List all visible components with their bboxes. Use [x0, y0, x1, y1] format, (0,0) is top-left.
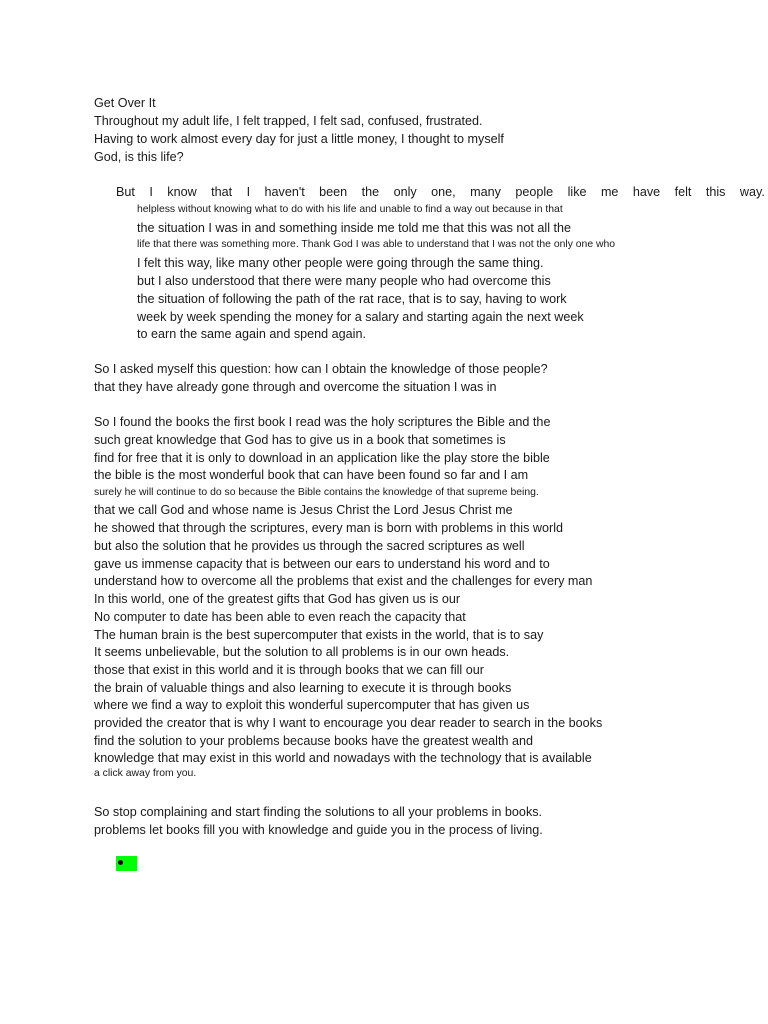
word: But — [116, 185, 135, 199]
word: me — [600, 185, 619, 199]
intro-line: Throughout my adult life, I felt trapped, I felt sad, confused, frustrated. — [94, 114, 483, 128]
books-line: that we call God and whose name is Jesus Christ the Lord Jesus Christ me — [94, 503, 513, 517]
question-line: So I asked myself this question: how can I obtain the knowledge of those people? — [94, 362, 548, 376]
word: I — [246, 185, 251, 199]
indented-line: to earn the same again and spend again. — [137, 327, 366, 341]
highlighted-bullet — [116, 856, 137, 871]
books-line: where we find a way to exploit this wonderful supercomputer that has given us — [94, 698, 530, 712]
document-title: Get Over It — [94, 96, 156, 110]
word: have — [632, 185, 661, 199]
books-line: the brain of valuable things and also learning to execute it is through books — [94, 681, 512, 695]
books-line: but also the solution that he provides us through the sacred scriptures as well — [94, 539, 525, 553]
intro-line: Having to work almost every day for just a little money, I thought to myself — [94, 132, 504, 146]
word: this — [705, 185, 726, 199]
books-line: find for free that it is only to download in an application like the play store the bible — [94, 451, 550, 465]
books-line: the bible is the most wonderful book that can have been found so far and I am — [94, 468, 529, 482]
indented-line: life that there was something more. Thank God I was able to understand that I was not the only one who — [137, 239, 616, 250]
indented-line: helpless without knowing what to do with his life and unable to find a way out because in that — [137, 204, 563, 215]
books-line: So I found the books the first book I read was the holy scriptures the Bible and the — [94, 415, 551, 429]
indented-line: the situation I was in and something inside me told me that this was not all the — [137, 221, 572, 235]
books-line: It seems unbelievable, but the solution to all problems is in our own heads. — [94, 645, 510, 659]
books-line: understand how to overcome all the problems that exist and the challenges for every man — [94, 574, 593, 588]
question-line: that they have already gone through and overcome the situation I was in — [94, 380, 497, 394]
indented-line: the situation of following the path of the rat race, that is to say, having to work — [137, 292, 567, 306]
books-line: such great knowledge that God has to give us in a book that sometimes is — [94, 433, 506, 447]
word: that — [211, 185, 233, 199]
books-line: In this world, one of the greatest gifts that God has given us is our — [94, 592, 461, 606]
word: felt — [674, 185, 692, 199]
closing-line: problems let books fill you with knowledge and guide you in the process of living. — [94, 823, 543, 837]
word: one, — [431, 185, 456, 199]
books-line: surely he will continue to do so because the Bible contains the knowledge of that supreme being. — [94, 487, 539, 498]
bullet-icon — [118, 860, 123, 865]
word: know — [167, 185, 197, 199]
books-line: knowledge that may exist in this world and nowadays with the technology that is available — [94, 751, 592, 765]
intro-line: God, is this life? — [94, 150, 184, 164]
indented-line: but I also understood that there were many people who had overcome this — [137, 274, 551, 288]
books-line: No computer to date has been able to even reach the capacity that — [94, 610, 466, 624]
word: people — [515, 185, 554, 199]
books-line: find the solution to your problems because books have the greatest wealth and — [94, 734, 533, 748]
word: way. — [739, 185, 765, 199]
word: haven't — [264, 185, 305, 199]
books-line: he showed that through the scriptures, every man is born with problems in this world — [94, 521, 563, 535]
books-line: The human brain is the best supercomputer that exists in the world, that is to say — [94, 628, 544, 642]
indented-first-line — [116, 184, 765, 200]
word: the — [361, 185, 380, 199]
word: like — [567, 185, 587, 199]
indented-line: week by week spending the money for a salary and starting again the next week — [137, 310, 584, 324]
books-line: gave us immense capacity that is between our ears to understand his word and to — [94, 557, 550, 571]
indented-line: I felt this way, like many other people were going through the same thing. — [137, 256, 544, 270]
closing-line: So stop complaining and start finding the solutions to all your problems in books. — [94, 805, 543, 819]
books-line: provided the creator that is why I want to encourage you dear reader to search in the books — [94, 716, 603, 730]
books-line: a click away from you. — [94, 768, 197, 779]
word: only — [393, 185, 417, 199]
word: been — [319, 185, 348, 199]
word: many — [470, 185, 501, 199]
word: I — [149, 185, 153, 199]
books-line: those that exist in this world and it is through books that we can fill our — [94, 663, 484, 677]
